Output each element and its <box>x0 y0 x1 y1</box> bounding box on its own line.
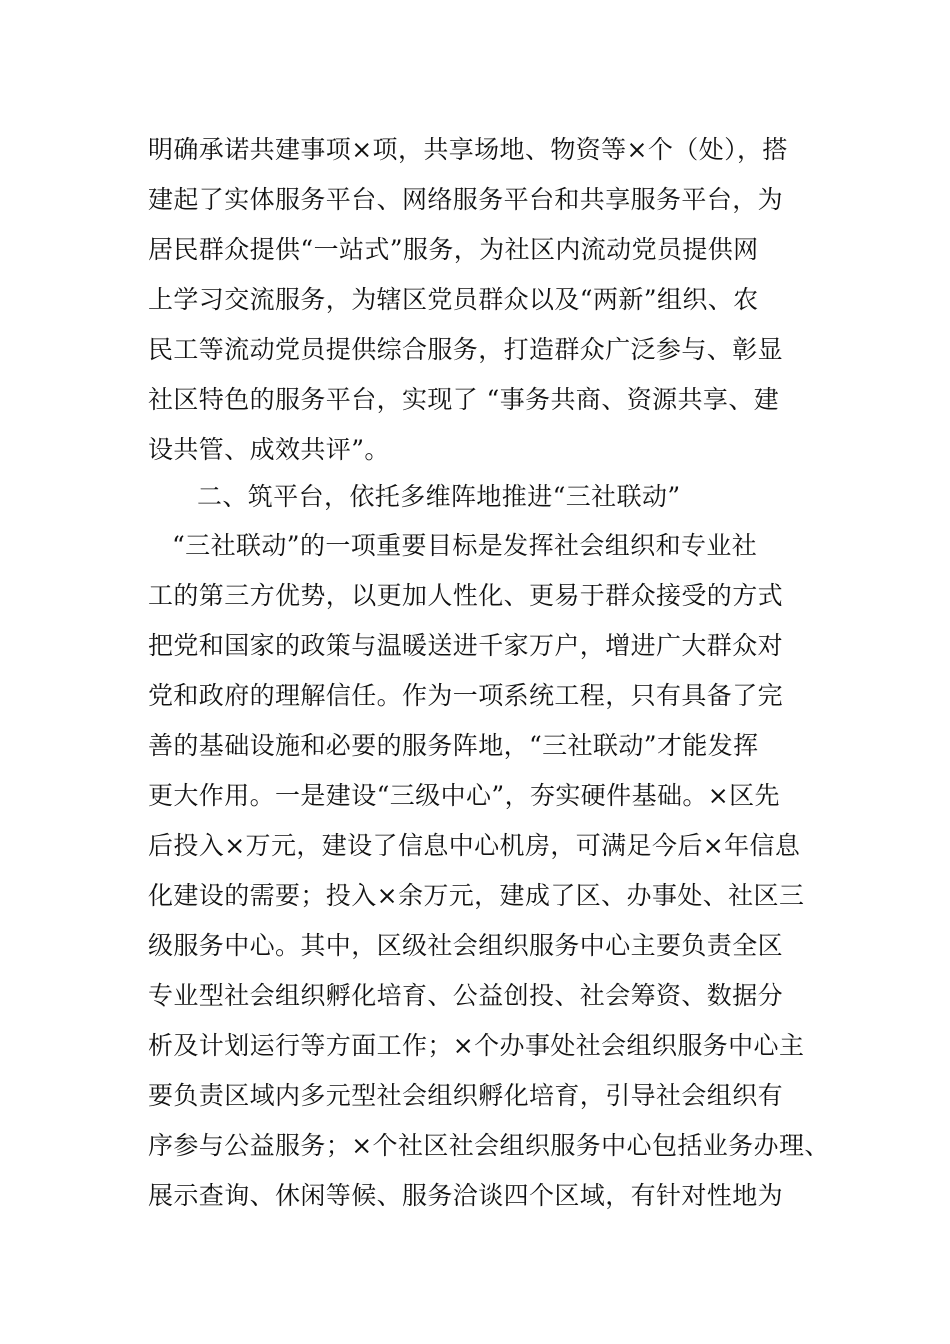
text-line: 化建设的需要；投入×余万元，建成了区、办事处、社区三 <box>148 881 805 910</box>
text-line: 级服务中心。其中，区级社会组织服务中心主要负责全区 <box>148 931 784 960</box>
text-line: 明确承诺共建事项×项，共享场地、物资等×个（处），搭 <box>148 135 788 164</box>
text-line: 把党和国家的政策与温暖送进千家万户，增进广大群众对 <box>148 631 784 660</box>
text-line: 设共管、成效共评”。 <box>148 435 390 464</box>
text-line: 后投入×万元，建设了信息中心机房，可满足今后×年信息 <box>148 831 801 860</box>
text-line: 居民群众提供“一站式”服务，为社区内流动党员提供网 <box>148 235 759 264</box>
text-line: 专业型社会组织孵化培育、公益创投、社会筹资、数据分 <box>148 981 784 1010</box>
text-line: 党和政府的理解信任。作为一项系统工程，只有具备了完 <box>148 681 784 710</box>
text-line: 序参与公益服务；×个社区社会组织服务中心包括业务办理、 <box>148 1131 830 1160</box>
text-line: 上学习交流服务，为辖区党员群众以及“两新”组织、农 <box>148 285 759 314</box>
text-line: 展示查询、休闲等候、服务洽谈四个区域，有针对性地为 <box>148 1181 784 1210</box>
text-line: 要负责区域内多元型社会组织孵化培育，引导社会组织有 <box>148 1081 784 1110</box>
text-line: 建起了实体服务平台、网络服务平台和共享服务平台，为 <box>148 185 784 214</box>
text-line: 更大作用。一是建设“三级中心”，夯实硬件基础。×区先 <box>148 781 780 810</box>
text-line: 民工等流动党员提供综合服务，打造群众广泛参与、彰显 <box>148 335 784 364</box>
text-line: 工的第三方优势，以更加人性化、更易于群众接受的方式 <box>148 581 784 610</box>
text-line: 社区特色的服务平台，实现了 “事务共商、资源共享、建 <box>148 385 780 414</box>
text-line: 析及计划运行等方面工作；×个办事处社会组织服务中心主 <box>148 1031 805 1060</box>
paragraph-first-line: “三社联动”的一项重要目标是发挥社会组织和专业社 <box>172 531 758 560</box>
text-line: 善的基础设施和必要的服务阵地，“三社联动”才能发挥 <box>148 731 759 760</box>
section-heading: 二、筑平台，依托多维阵地推进“三社联动” <box>197 482 681 511</box>
